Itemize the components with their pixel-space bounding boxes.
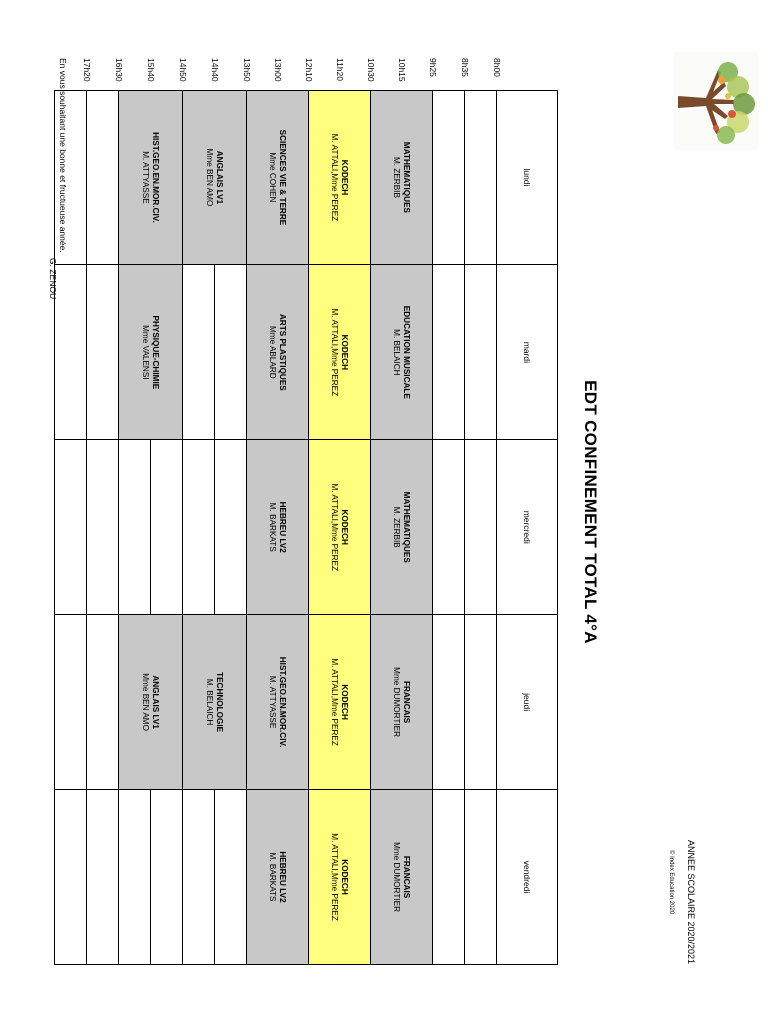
lesson-cell bbox=[247, 615, 309, 790]
lesson-subject: HEBREU LV2 bbox=[278, 851, 288, 903]
lesson-cell bbox=[309, 90, 371, 265]
lesson-teacher: M. ATTALI,Mme PEREZ bbox=[330, 308, 340, 397]
lesson-subject: ARTS PLASTIQUES bbox=[278, 313, 288, 391]
lesson-teacher: M. ATTYASSE bbox=[141, 151, 151, 204]
time-label-text: 13h50 bbox=[242, 58, 253, 82]
lesson-cell bbox=[309, 790, 371, 965]
day-header: mercredi bbox=[497, 440, 558, 615]
empty-slot bbox=[87, 90, 119, 265]
time-label-text: 14h40 bbox=[210, 58, 221, 82]
lesson-teacher: Mme ABLARD bbox=[268, 325, 278, 379]
empty-slot bbox=[215, 265, 247, 440]
lesson-subject: HEBREU LV2 bbox=[278, 501, 288, 553]
empty-slot bbox=[183, 790, 215, 965]
empty-slot bbox=[433, 440, 465, 615]
lesson-teacher: M. ZERBIB bbox=[392, 506, 402, 548]
time-slot-row bbox=[87, 60, 119, 965]
lesson-cell bbox=[371, 615, 433, 790]
lesson-teacher: M. ATTALI,Mme PEREZ bbox=[330, 658, 340, 746]
lesson-subject: ANGLAIS LV1 bbox=[215, 150, 225, 205]
empty-slot bbox=[55, 790, 87, 965]
lesson-teacher: M. BARKATS bbox=[268, 502, 278, 552]
empty-slot bbox=[87, 265, 119, 440]
empty-slot bbox=[465, 615, 497, 790]
lesson-subject: KODECH bbox=[340, 334, 350, 371]
time-label-text: 13h00 bbox=[273, 58, 284, 82]
signature-text: G. ZENOU bbox=[48, 258, 58, 300]
empty-slot bbox=[87, 440, 119, 615]
time-label-text: 16h30 bbox=[114, 58, 125, 82]
tree-logo-icon bbox=[674, 52, 758, 150]
lesson-cell bbox=[371, 790, 433, 965]
empty-slot bbox=[55, 440, 87, 615]
time-slot-row bbox=[465, 60, 497, 965]
lesson-subject: KODECH bbox=[340, 859, 350, 895]
time-label-text: 9h25 bbox=[428, 58, 439, 77]
lesson-cell bbox=[247, 790, 309, 965]
lesson-teacher: M. ATTALI,Mme PEREZ bbox=[330, 833, 340, 921]
lesson-cell bbox=[247, 90, 309, 265]
lesson-subject: MATHEMATIQUES bbox=[402, 141, 412, 213]
empty-slot bbox=[465, 265, 497, 440]
lesson-cell bbox=[119, 90, 183, 265]
day-header-row bbox=[497, 60, 558, 965]
lesson-cell bbox=[309, 615, 371, 790]
time-label-text: 8h00 bbox=[492, 58, 503, 77]
wish-text: En vous souhaitant une bonne et fructueuse année. bbox=[58, 58, 68, 253]
lesson-teacher: M. ATTALI,Mme PEREZ bbox=[330, 133, 340, 222]
lesson-cell bbox=[119, 615, 183, 790]
lesson-subject: TECHNOLOGIE bbox=[215, 672, 225, 733]
empty-slot bbox=[433, 90, 465, 265]
lesson-subject: MATHEMATIQUES bbox=[402, 491, 412, 563]
time-slot-row bbox=[215, 60, 247, 965]
lesson-subject: HIST.GEO.EN.MOR.CIV. bbox=[151, 132, 161, 223]
time-slot-row bbox=[402, 60, 433, 965]
lesson-cell bbox=[119, 265, 183, 440]
lesson-teacher: M. ZERBIB bbox=[392, 156, 402, 198]
time-label-text: 12h10 bbox=[304, 58, 315, 82]
lesson-subject: KODECH bbox=[340, 509, 350, 545]
empty-slot bbox=[87, 790, 119, 965]
lesson-subject: EDUCATION MUSICALE bbox=[402, 305, 412, 399]
lesson-cell bbox=[247, 265, 309, 440]
lesson-subject: SCIENCES VIE & TERRE bbox=[278, 129, 288, 226]
empty-slot bbox=[215, 440, 247, 615]
timetable bbox=[54, 60, 558, 965]
time-label-text: 10h15 bbox=[397, 58, 408, 82]
time-label-text: 8h35 bbox=[460, 58, 471, 77]
lesson-subject: FRANCAIS bbox=[402, 680, 412, 724]
lesson-cell bbox=[309, 265, 371, 440]
time-header-cell bbox=[497, 60, 558, 90]
empty-slot bbox=[465, 90, 497, 265]
time-slot-row bbox=[340, 60, 371, 965]
time-label-text: 10h30 bbox=[366, 58, 377, 82]
day-header: mardi bbox=[497, 265, 558, 440]
lesson-teacher: Mme VALENSI bbox=[141, 325, 151, 380]
lesson-cell bbox=[247, 440, 309, 615]
empty-slot bbox=[55, 615, 87, 790]
time-label-text: 11h20 bbox=[335, 58, 346, 82]
lesson-teacher: M. BELAICH bbox=[392, 329, 402, 376]
time-label-text: 14h50 bbox=[178, 58, 189, 82]
time-label-text: 15h40 bbox=[146, 58, 157, 82]
lesson-teacher: Mme DUMORTIER bbox=[392, 842, 402, 912]
empty-slot bbox=[433, 615, 465, 790]
time-label-text: 17h20 bbox=[82, 58, 93, 82]
empty-slot bbox=[55, 265, 87, 440]
lesson-subject: KODECH bbox=[340, 684, 350, 720]
empty-slot bbox=[151, 790, 183, 965]
empty-slot bbox=[87, 615, 119, 790]
lesson-teacher: Mme BEN AMO bbox=[141, 673, 151, 731]
lesson-teacher: M. BELAICH bbox=[205, 678, 215, 726]
lesson-cell bbox=[183, 615, 247, 790]
empty-slot bbox=[433, 265, 465, 440]
day-header: jeudi bbox=[497, 615, 558, 790]
empty-slot bbox=[215, 790, 247, 965]
lesson-teacher: Mme DUMORTIER bbox=[392, 667, 402, 738]
lesson-cell bbox=[371, 265, 433, 440]
lesson-teacher: M. ATTALI,Mme PEREZ bbox=[330, 483, 340, 571]
lesson-cell bbox=[183, 90, 247, 265]
lesson-teacher: Mme BEN AMO bbox=[205, 148, 215, 207]
lesson-cell bbox=[371, 440, 433, 615]
empty-slot bbox=[151, 440, 183, 615]
lesson-subject: ANGLAIS LV1 bbox=[151, 675, 161, 729]
lesson-cell bbox=[371, 90, 433, 265]
empty-slot bbox=[433, 790, 465, 965]
lesson-subject: PHYSIQUE-CHIMIE bbox=[151, 315, 161, 390]
time-slot-row bbox=[151, 60, 183, 965]
empty-slot bbox=[183, 265, 215, 440]
copyright-text: © Index Education 2020 bbox=[668, 850, 674, 915]
time-slot-row bbox=[278, 60, 309, 965]
day-header: vendredi bbox=[497, 790, 558, 965]
time-slot-row bbox=[433, 60, 465, 965]
lesson-subject: FRANCAIS bbox=[402, 855, 412, 899]
school-year-label: ANNEE SCOLAIRE 2020/2021 bbox=[686, 840, 696, 965]
day-header: lundi bbox=[497, 90, 558, 265]
lesson-cell bbox=[309, 440, 371, 615]
lesson-teacher: M. ATTYASSE bbox=[268, 675, 278, 729]
lesson-subject: HIST.GEO.EN.MOR.CIV. bbox=[278, 656, 288, 748]
lesson-teacher: Mme COHEN bbox=[268, 152, 278, 203]
empty-slot bbox=[119, 790, 151, 965]
page-title: EDT CONFINEMENT TOTAL 4°A bbox=[581, 380, 600, 644]
lesson-teacher: M. BARKATS bbox=[268, 852, 278, 902]
empty-slot bbox=[183, 440, 215, 615]
empty-slot bbox=[465, 790, 497, 965]
empty-slot bbox=[465, 440, 497, 615]
empty-slot bbox=[119, 440, 151, 615]
lesson-subject: KODECH bbox=[340, 159, 350, 196]
